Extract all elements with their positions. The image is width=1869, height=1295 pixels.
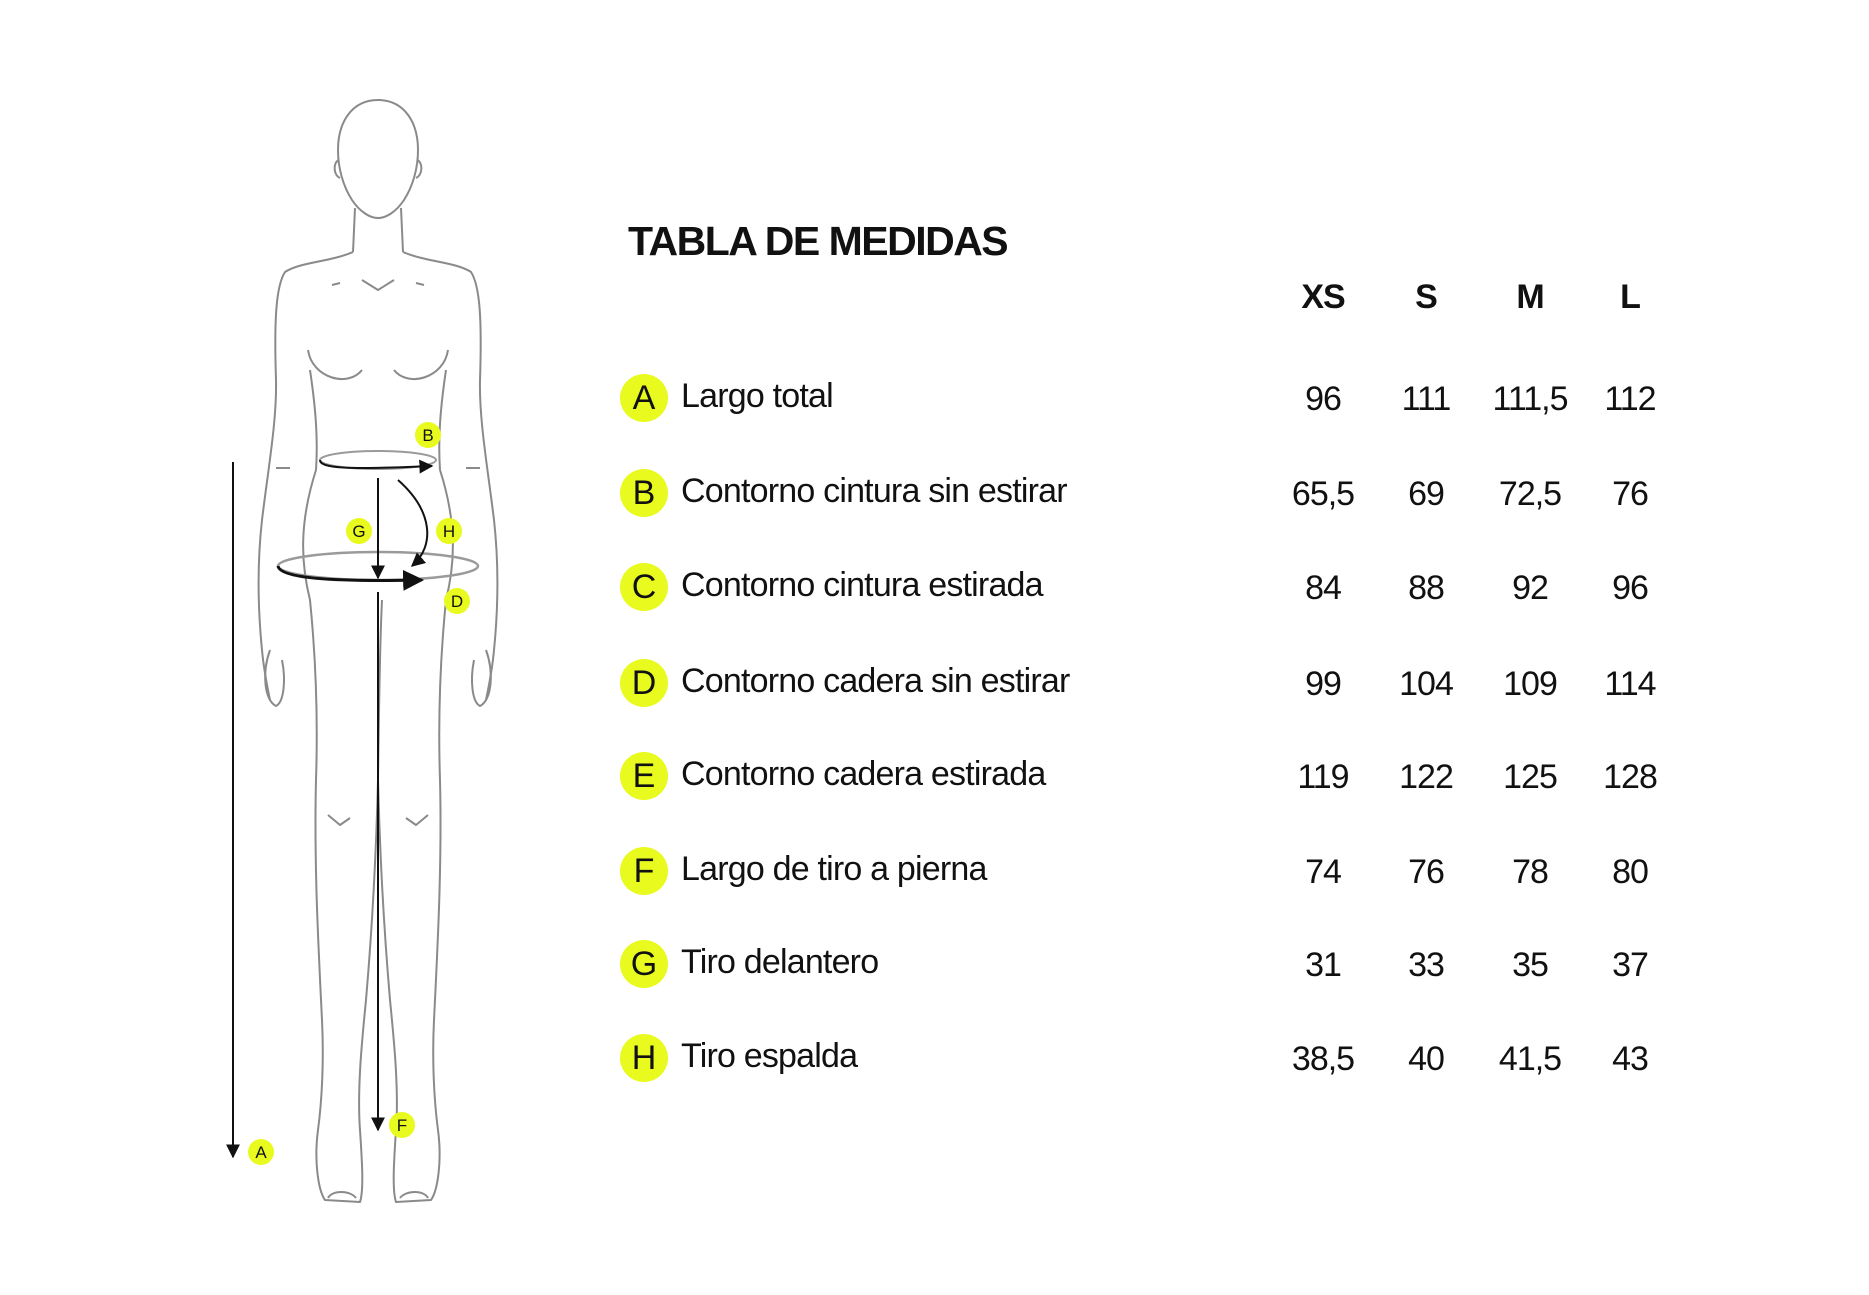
value-l: 37 bbox=[1612, 946, 1648, 984]
svg-text:A: A bbox=[255, 1143, 267, 1162]
row-label: Largo de tiro a pierna bbox=[681, 850, 987, 888]
value-xs: 74 bbox=[1305, 853, 1341, 891]
row-label: Largo total bbox=[681, 377, 833, 415]
value-s: 33 bbox=[1408, 946, 1444, 984]
value-m: 78 bbox=[1512, 853, 1548, 891]
measurement-row-b bbox=[0, 463, 1869, 523]
value-s: 111 bbox=[1401, 380, 1451, 418]
row-letter-badge: B bbox=[620, 469, 668, 517]
row-label: Contorno cintura sin estirar bbox=[681, 472, 1067, 510]
row-label: Contorno cadera sin estirar bbox=[681, 662, 1070, 700]
svg-text:G: G bbox=[352, 522, 366, 541]
svg-text:H: H bbox=[442, 522, 456, 541]
chart-title: TABLA DE MEDIDAS bbox=[628, 218, 1008, 264]
measurement-row-e bbox=[0, 746, 1869, 806]
row-letter-badge: D bbox=[620, 659, 668, 707]
value-l: 96 bbox=[1612, 569, 1648, 607]
measurement-row-g bbox=[0, 934, 1869, 994]
value-s: 69 bbox=[1408, 475, 1444, 513]
figure-tag-a bbox=[248, 1139, 274, 1165]
value-s: 88 bbox=[1408, 569, 1444, 607]
value-m: 35 bbox=[1512, 946, 1548, 984]
row-letter-badge: C bbox=[620, 563, 668, 611]
value-l: 114 bbox=[1604, 665, 1656, 703]
value-xs: 65,5 bbox=[1291, 475, 1355, 513]
row-letter-badge: H bbox=[620, 1034, 668, 1082]
value-m: 111,5 bbox=[1492, 380, 1568, 418]
row-letter-badge: G bbox=[620, 940, 668, 988]
value-l: 76 bbox=[1612, 475, 1648, 513]
value-xs: 31 bbox=[1305, 946, 1341, 984]
value-xs: 84 bbox=[1305, 569, 1341, 607]
row-label: Tiro espalda bbox=[681, 1037, 858, 1075]
value-s: 40 bbox=[1408, 1040, 1444, 1078]
figure-tag-f bbox=[389, 1112, 415, 1138]
measurement-row-a bbox=[0, 368, 1869, 428]
row-letter-badge: F bbox=[620, 847, 668, 895]
row-label: Contorno cintura estirada bbox=[681, 566, 1043, 604]
value-l: 43 bbox=[1612, 1040, 1648, 1078]
svg-text:D: D bbox=[450, 592, 464, 611]
value-l: 80 bbox=[1612, 853, 1648, 891]
measurement-row-c bbox=[0, 557, 1869, 617]
value-m: 72,5 bbox=[1498, 475, 1562, 513]
value-xs: 38,5 bbox=[1291, 1040, 1355, 1078]
value-l: 112 bbox=[1604, 380, 1656, 418]
value-m: 92 bbox=[1512, 569, 1548, 607]
measurement-row-d bbox=[0, 653, 1869, 713]
value-s: 122 bbox=[1399, 758, 1453, 796]
value-s: 104 bbox=[1399, 665, 1453, 703]
value-m: 41,5 bbox=[1498, 1040, 1562, 1078]
measurement-row-f bbox=[0, 841, 1869, 901]
value-l: 128 bbox=[1603, 758, 1657, 796]
value-xs: 119 bbox=[1297, 758, 1349, 796]
value-xs: 96 bbox=[1305, 380, 1341, 418]
value-m: 125 bbox=[1503, 758, 1557, 796]
row-label: Tiro delantero bbox=[681, 943, 879, 981]
row-letter-badge: E bbox=[620, 752, 668, 800]
size-header-m: M bbox=[1516, 278, 1544, 316]
value-s: 76 bbox=[1408, 853, 1444, 891]
size-header-xs: XS bbox=[1301, 278, 1345, 316]
svg-text:F: F bbox=[396, 1116, 408, 1135]
svg-text:B: B bbox=[422, 426, 434, 445]
row-letter-badge: A bbox=[620, 374, 668, 422]
value-m: 109 bbox=[1503, 665, 1557, 703]
size-header-l: L bbox=[1620, 278, 1640, 316]
row-label: Contorno cadera estirada bbox=[681, 755, 1046, 793]
size-header-s: S bbox=[1415, 278, 1437, 316]
measurement-row-h bbox=[0, 1028, 1869, 1088]
value-xs: 99 bbox=[1305, 665, 1341, 703]
